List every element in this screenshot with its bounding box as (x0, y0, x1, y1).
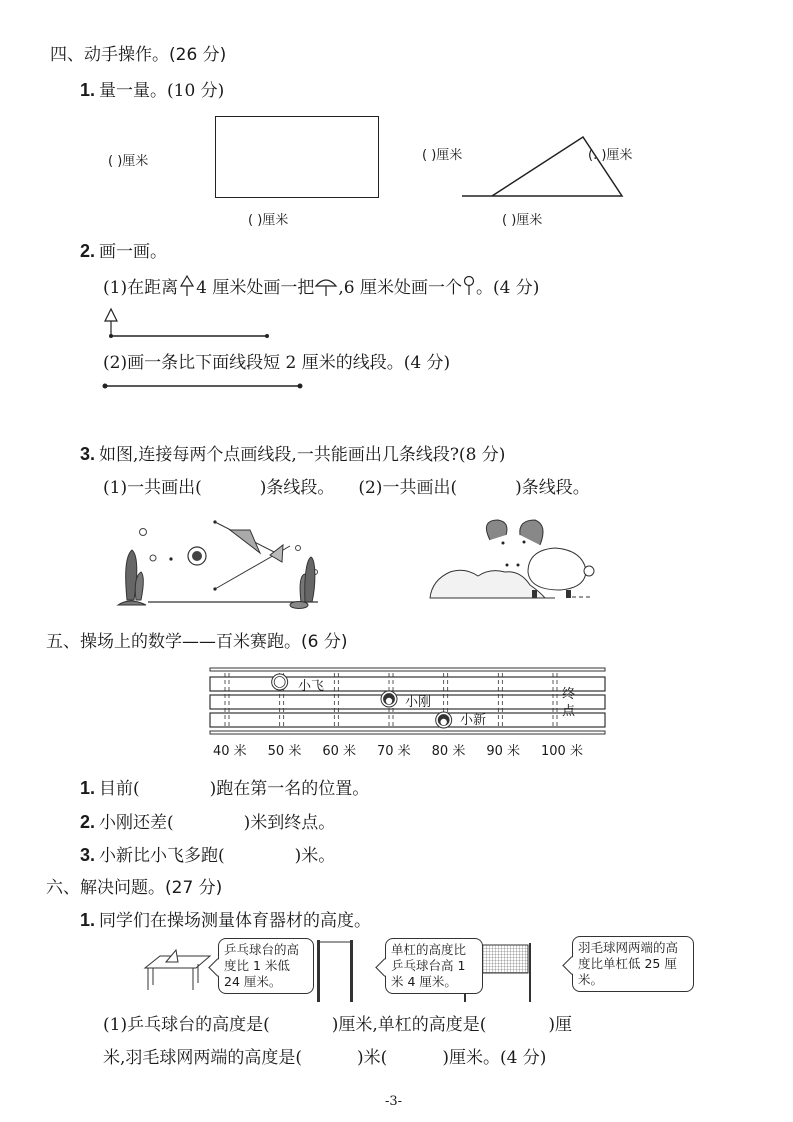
finish-label-2: 点 (562, 704, 576, 719)
s5-q2-number: 2. (80, 812, 96, 832)
s5-q3-number: 3. (80, 845, 96, 865)
s5-q1-before: 目前( (99, 779, 140, 799)
q2-text: 画一画。 (99, 242, 168, 262)
s6-line2-b: )米( (357, 1048, 388, 1068)
q2-number: 2. (80, 241, 96, 261)
rect-bottom-answer: ( )厘米 (248, 213, 289, 228)
s6-line1-c: )厘 (548, 1015, 573, 1035)
finish-label-1: 终 (562, 687, 576, 702)
q2-part1-text-c: ,6 厘米处画一个 (338, 278, 462, 298)
speech-bubble-table: 乒乓球台的高度比 1 米低 24 厘米。 (218, 938, 314, 994)
q2-part2: (2)画一条比下面线段短 2 厘米的线段。(4 分) (103, 353, 451, 373)
s5-q2-before: 小刚还差( (99, 813, 174, 833)
s6-line1-a: (1)乒乓球台的高度是( (103, 1015, 270, 1035)
triangle-left-answer: ( )厘米 (422, 148, 463, 163)
rect-side-answer: ( )厘米 (108, 154, 149, 169)
q1-text: 量一量。(10 分) (99, 81, 225, 101)
q3-part1-b: )条线段。 (259, 478, 335, 498)
section-5-title: 五、操场上的数学——百米赛跑。(6 分) (46, 632, 348, 652)
speech-bubble-bar: 单杠的高度比乒乓球台高 1 米 4 厘米。 (385, 938, 483, 994)
section-6-title: 六、解决问题。(27 分) (46, 878, 223, 898)
s6-line2-a: 米,羽毛球网两端的高度是( (103, 1048, 303, 1068)
q3-part2-b: )条线段。 (515, 478, 590, 498)
s6-q1-number: 1. (80, 910, 96, 930)
distance-mark-label: 100 米 (541, 744, 583, 759)
s5-q2-after: )米到终点。 (243, 813, 336, 833)
distance-mark-label: 90 米 (486, 744, 521, 759)
q3-part1-a: (1)一共画出( (103, 478, 202, 498)
distance-mark-label: 60 米 (322, 744, 357, 759)
s6-q1-line1 (103, 1010, 572, 1035)
distance-mark-label: 70 米 (377, 744, 411, 759)
q3-text: 如图,连接每两个点画线段,一共能画出几条线段?(8 分) (99, 445, 506, 465)
s5-q1-after: )跑在第一名的位置。 (209, 779, 370, 799)
s5-q1-number: 1. (80, 778, 96, 798)
s6-q1-line2 (103, 1043, 546, 1068)
distance-mark-label: 50 米 (267, 744, 302, 759)
q3-part2-a: (2)一共画出( (358, 478, 458, 498)
q3-number: 3. (80, 444, 96, 464)
s6-q1-text: 同学们在操场测量体育器材的高度。 (99, 911, 372, 931)
q2-part1-text-d: 。(4 分) (475, 278, 540, 298)
s5-q3-after: )米。 (294, 846, 336, 866)
s5-q3-before: 小新比小飞多跑( (99, 846, 225, 866)
runner-label-xiaogang: 小刚 (405, 695, 432, 710)
speech-bubble-net: 羽毛球网两端的高度比单杠低 25 厘米。 (572, 936, 694, 992)
runner-label-xiaoxin: 小新 (460, 713, 487, 728)
section-4-title: 四、动手操作。(26 分) (50, 45, 227, 65)
distance-mark-label: 80 米 (431, 744, 466, 759)
q1-number: 1. (80, 80, 96, 100)
runner-label-xiaofei: 小飞 (298, 679, 325, 694)
triangle-right-answer: (. )厘米 (588, 148, 633, 163)
q2-part1-text-b: 4 厘米处画一把 (196, 278, 315, 298)
page-number: -3- (385, 1094, 403, 1109)
distance-mark-label: 40 米 (213, 744, 247, 759)
q2-part1-text-a: (1)在距离 (103, 278, 179, 298)
s6-line2-c: )厘米。(4 分) (442, 1048, 547, 1068)
triangle-bottom-answer: ( )厘米 (502, 213, 543, 228)
s6-line1-b: )厘米,单杠的高度是( (331, 1015, 487, 1035)
